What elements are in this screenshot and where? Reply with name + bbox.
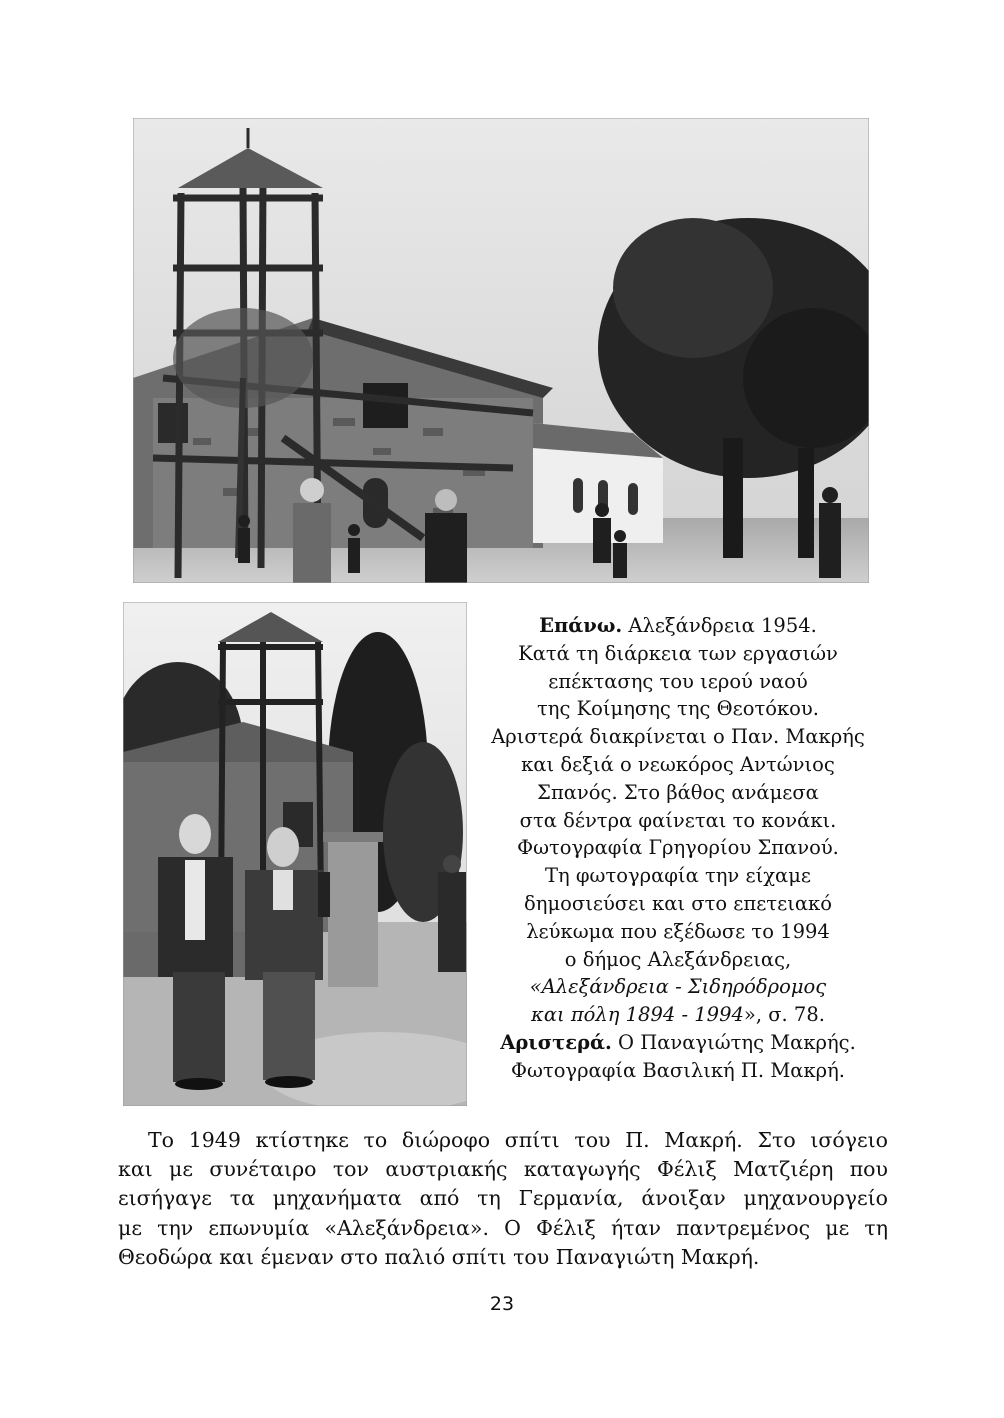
page-number: 23 bbox=[489, 1293, 515, 1315]
caption-line: ο δήμος Αλεξάνδρειας, bbox=[564, 947, 792, 971]
two-men-illustration bbox=[123, 602, 467, 1106]
caption-line: Αριστερά διακρίνεται ο Παν. Μακρής bbox=[491, 725, 865, 749]
caption-line: Αριστερά. Ο Παναγιώτης Μακρής. bbox=[500, 1030, 856, 1054]
caption-line: λεύκωμα που εξέδωσε το 1994 bbox=[526, 919, 830, 943]
photo-caption bbox=[478, 612, 878, 1085]
caption-line: και δεξιά ο νεωκόρος Αντώνιος bbox=[521, 752, 835, 776]
paragraph-line: εισήγαγε τα μηχανήματα από τη Γερμανία, άνοιξαν μηχανουργείο bbox=[118, 1186, 888, 1211]
caption-line: Επάνω. Αλεξάνδρεια 1954. bbox=[539, 614, 817, 637]
paragraph-line: και με συνέταιρο τον αυστριακής καταγωγής Φέλιξ Ματζιέρη που bbox=[118, 1157, 888, 1182]
caption-line: και πόλη 1894 - 1994», σ. 78. bbox=[531, 1003, 825, 1027]
caption-line: Φωτογραφία Γρηγορίου Σπανού. bbox=[517, 836, 839, 860]
caption-line: «Αλεξάνδρεια - Σιδηρόδρομος bbox=[529, 975, 827, 999]
paragraph-line: Θεοδώρα και έμεναν στο παλιό σπίτι του Παναγιώτη Μακρή. bbox=[118, 1244, 760, 1269]
caption-line: Τη φωτογραφία την είχαμε bbox=[545, 864, 811, 888]
paragraph-line: με την επωνυμία «Αλεξάνδρεια». Ο Φέλιξ ήταν παντρεμένος με τη bbox=[118, 1215, 888, 1240]
caption-line: επέκτασης του ιερού ναού bbox=[548, 669, 808, 693]
paragraph-line: Το 1949 κτίστηκε το διώροφο σπίτι του Π. Μακρή. Στο ισόγειο bbox=[148, 1128, 888, 1152]
caption-line: Κατά τη διάρκεια των εργασιών bbox=[518, 641, 838, 665]
church-construction-illustration bbox=[133, 118, 869, 583]
caption-line: Σπανός. Στο βάθος ανάμεσα bbox=[537, 780, 819, 804]
body-paragraph bbox=[118, 1126, 888, 1272]
two-men-photo bbox=[123, 602, 467, 1106]
caption-line: στα δέντρα φαίνεται το κονάκι. bbox=[519, 808, 837, 832]
caption-line: δημοσιεύσει και στο επετειακό bbox=[524, 891, 832, 915]
caption-line: Φωτογραφία Βασιλική Π. Μακρή. bbox=[511, 1058, 845, 1082]
church-construction-photo bbox=[133, 118, 869, 583]
caption-line: της Κοίμησης της Θεοτόκου. bbox=[537, 697, 819, 721]
